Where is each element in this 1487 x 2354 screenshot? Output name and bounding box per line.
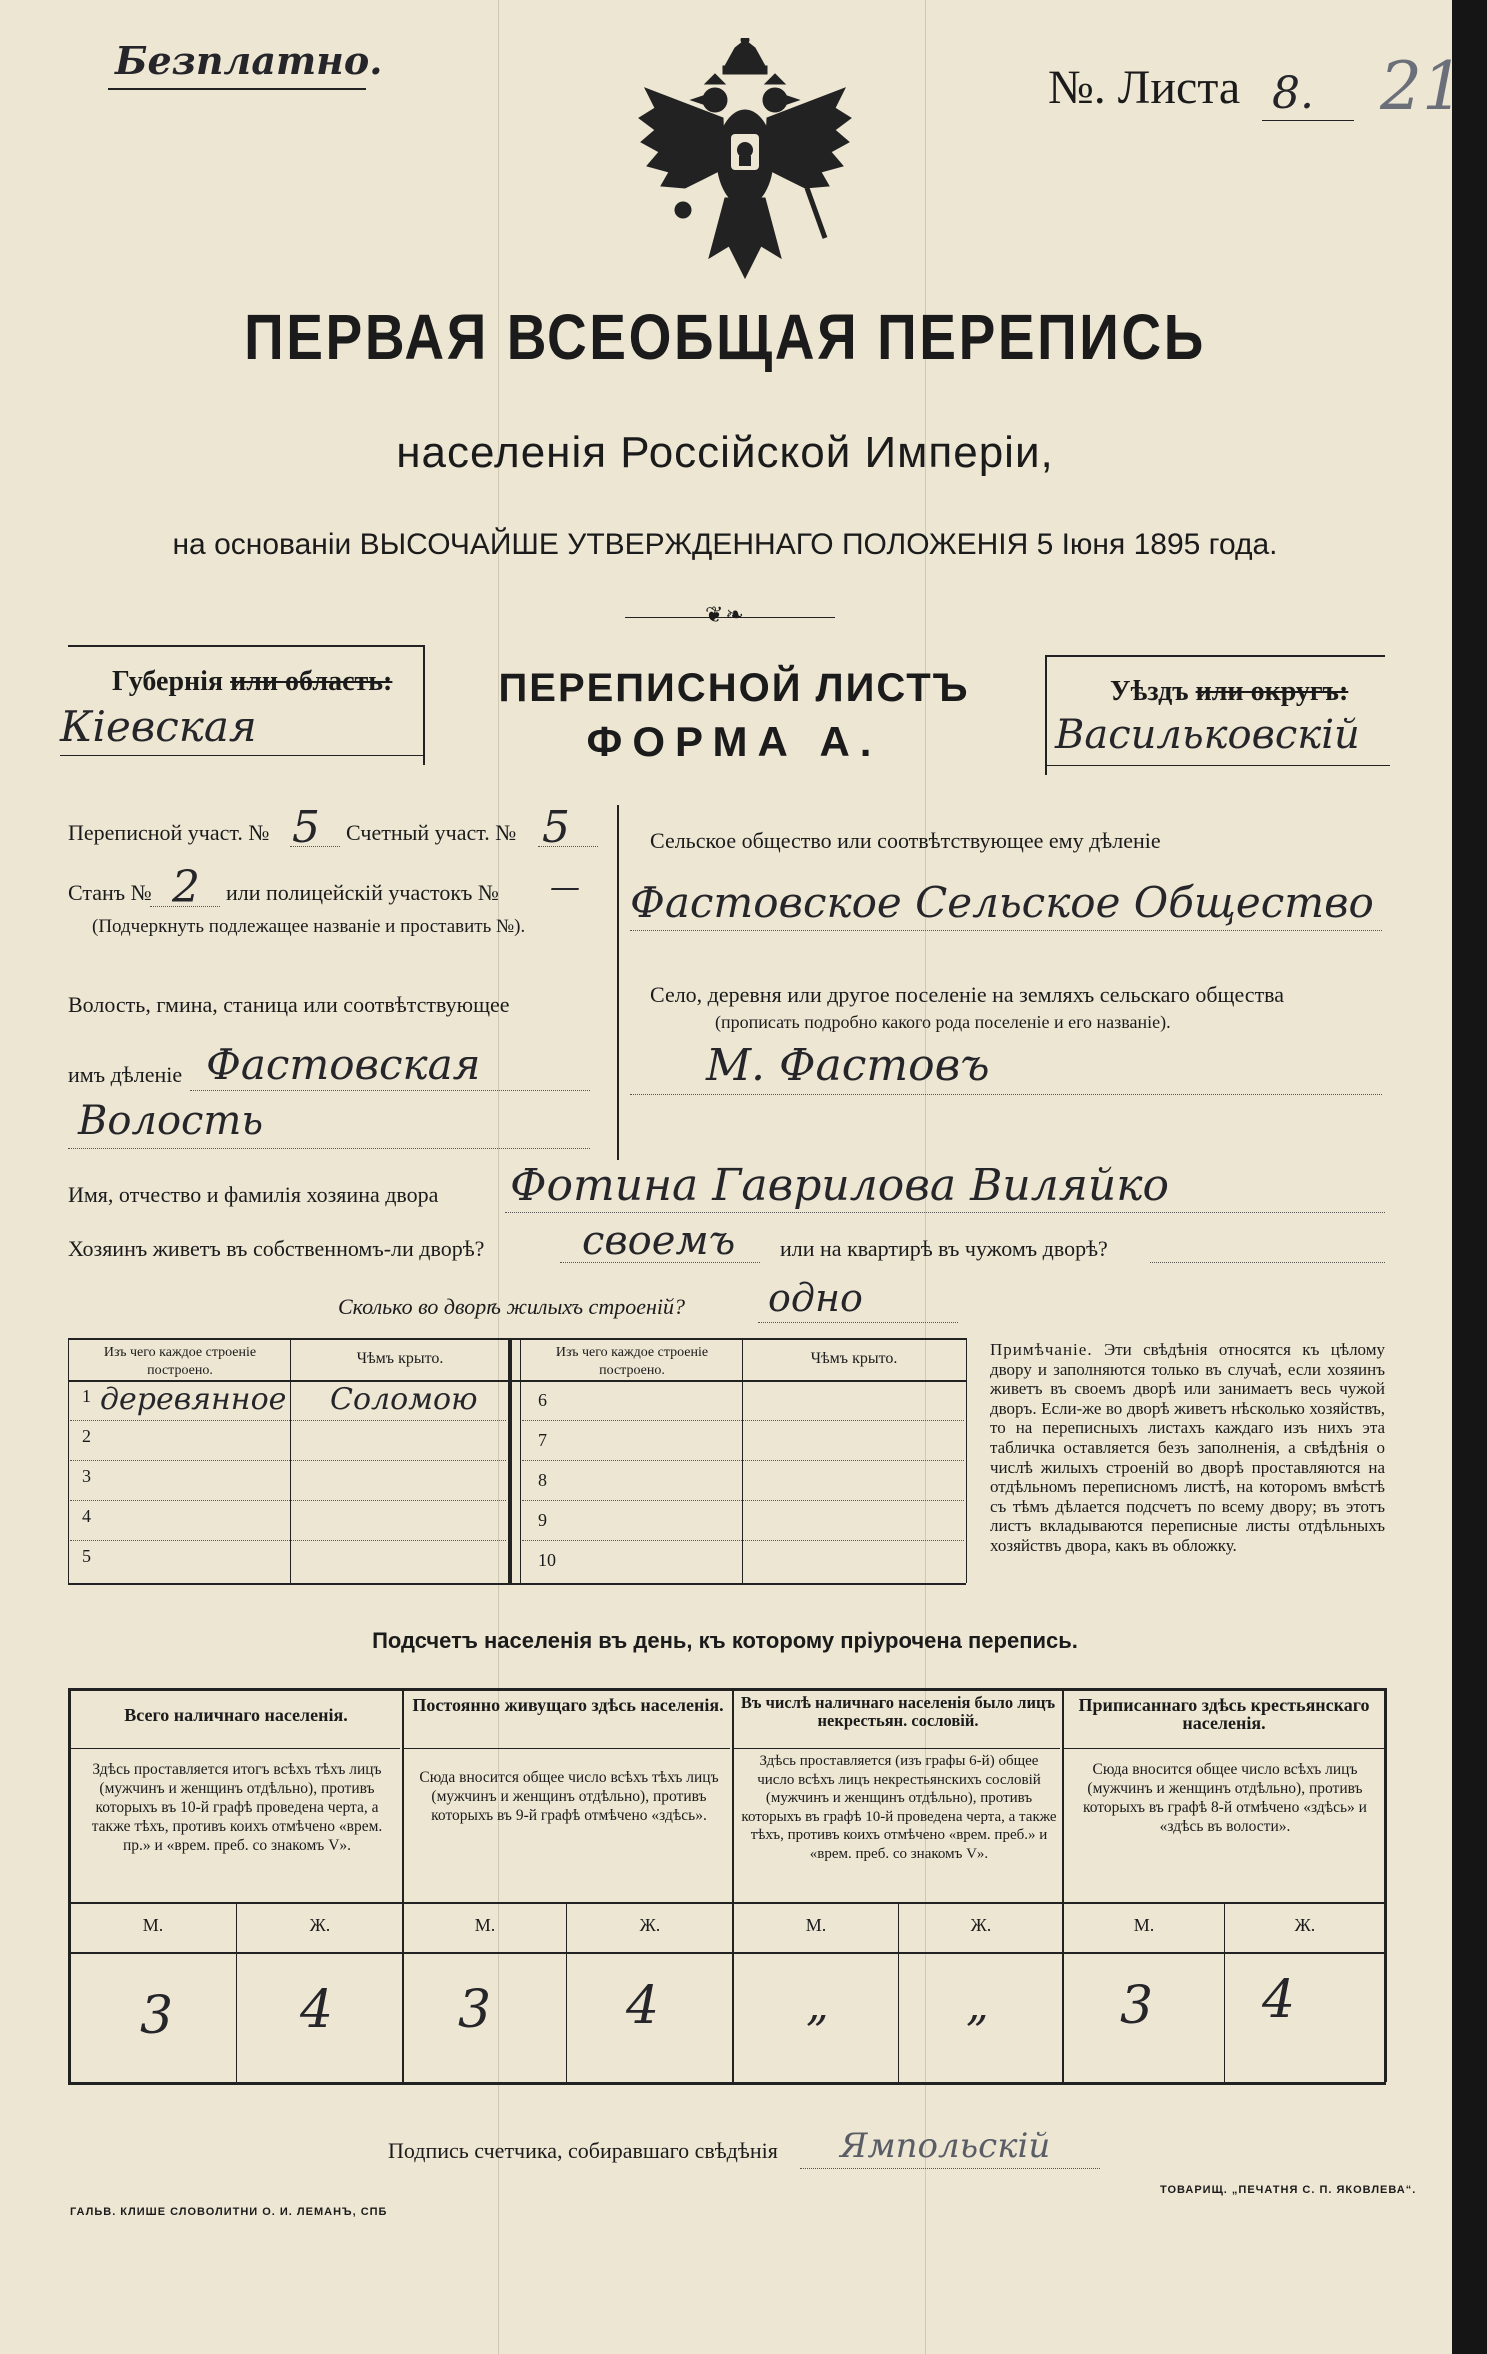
col-header-roof: Чѣмъ крыто. (356, 1350, 444, 1367)
row-number: 8 (538, 1470, 547, 1490)
signature-value: Ямпольскій (840, 2126, 1051, 2166)
row-number: 5 (82, 1546, 91, 1566)
row-material: деревянное (100, 1382, 287, 1417)
note-label: Примѣчаніе. (990, 1340, 1093, 1359)
group-desc: Здѣсь проставляется (изъ графы 6-й) общее число всѣхъ лицъ некрестьянскихъ сословій (мужчинъ и женщинъ отдѣльно), противъ которыхъ въ графѣ 10-й проведена черта, а также тѣхъ, противъ коихъ отмѣчено «врем. преб.» и «врем. преб. со знакомъ V». (741, 1753, 1057, 1862)
group-title: Приписаннаго здѣсь крестьянскаго населенія. (1078, 1695, 1370, 1733)
count-female: 4 (300, 1980, 334, 2040)
male-col-label: М. (474, 1915, 496, 1935)
population-heading: Подсчетъ населенія въ день, къ которому пріурочена перепись. (372, 1628, 1078, 1653)
owner-name-label: Имя, отчество и фамилія хозяина двора (68, 1182, 439, 1207)
female-col-label: Ж. (1294, 1915, 1316, 1935)
owner-lives-label: Хозяинъ живетъ въ собственномъ-ли дворѣ? (68, 1236, 485, 1261)
group-title: Въ числѣ наличнаго населенія было лицъ некрестьян. сословій. (740, 1693, 1056, 1730)
printer-right: ТОВАРИЩ. „ПЕЧАТНЯ С. П. ЯКОВЛЕВА“. (1160, 2184, 1417, 2196)
volost-value-1: Фастовская (206, 1040, 481, 1089)
col-header-material: Изъ чего каждое строеніе построено. (103, 1345, 257, 1378)
row-number: 9 (538, 1510, 547, 1530)
census-district-label: Переписной участ. № (68, 820, 270, 845)
group-desc: Сюда вносится общее число всѣхъ лицъ (мужчинъ и женщинъ отдѣльно), противъ которыхъ въ графѣ 8-й отмѣчено «здѣсь» и «здѣсь въ волости». (1083, 1761, 1367, 1835)
female-col-label: Ж. (639, 1915, 661, 1935)
ornament-divider: ❦❧ (705, 602, 746, 627)
row-number: 4 (82, 1506, 91, 1526)
row-number: 10 (538, 1550, 556, 1570)
group-title: Постоянно живущаго здѣсь населенія. (412, 1695, 724, 1715)
note-text: Эти свѣдѣнія относятся къ цѣлому двору и заполняются только въ случаѣ, если хозяинъ живетъ въ своемъ дворѣ или занимаетъ весь чужой дворъ. Если-же во дворѣ живетъ нѣсколько хозяйствъ, то на переписныхъ листахъ каждаго изъ нихъ эта табличка оставляется безъ заполненія, а свѣдѣнія о числѣ жилыхъ строеній во дворѣ проставляются на отдѣльномъ переписномъ листѣ, на которомъ вмѣстѣ съ тѣмъ дѣлается подсчетъ по всему двору; въ этотъ листъ вкладываются переписные листы отдѣльныхъ хозяйствъ двора, какъ въ обложку. (990, 1340, 1385, 1555)
male-col-label: М. (805, 1915, 827, 1935)
volost-value-2: Волость (78, 1098, 264, 1144)
village-label: Село, деревня или другое поселеніе на земляхъ сельскаго общества (650, 982, 1285, 1007)
stan-value: 2 (172, 862, 200, 913)
owner-name-value: Фотина Гаврилова Виляйко (510, 1160, 1170, 1211)
signature-label: Подпись счетчика, собиравшаго свѣдѣнія (388, 2138, 778, 2163)
form-title: ПЕРЕПИСНОЙ ЛИСТЪ (498, 666, 970, 710)
male-col-label: М. (1133, 1915, 1155, 1935)
printer-left: ГАЛЬВ. КЛИШЕ СЛОВОЛИТНИ О. И. ЛЕМАНЪ, СПБ (70, 2206, 388, 2218)
underline-note: (Подчеркнуть подлежащее названіе и проставить №). (92, 916, 526, 937)
owner-rent-label: или на квартирѣ въ чужомъ дворѣ? (780, 1236, 1108, 1261)
uezd-value: Васильковскій (1055, 712, 1360, 758)
gubernia-label-struck: или область: (230, 666, 393, 697)
decree-basis: на основаніи ВЫСОЧАЙШЕ УТВЕРЖДЕННАГО ПОЛОЖЕНІЯ 5 Іюня 1895 года. (172, 528, 1278, 561)
page-subtitle: населенія Россійской Имперіи, (396, 428, 1054, 477)
note-block (990, 1340, 1385, 1556)
scan-edge (1452, 0, 1487, 2354)
group-desc: Здѣсь проставляется итогъ всѣхъ тѣхъ лицъ (мужчинъ и женщинъ отдѣльно), противъ которыхъ въ 10-й графѣ проведена черта, а также тѣхъ, противъ коихъ отмѣчено «врем. пр.» и «врем. преб. со знакомъ V». (91, 1761, 383, 1854)
row-roof: Соломою (330, 1382, 478, 1417)
village-value: М. Фастовъ (706, 1040, 990, 1091)
free-label: Безплатно. (115, 38, 383, 83)
group-title: Всего наличнаго населенія. (124, 1705, 348, 1725)
col-header-roof-2: Чѣмъ крыто. (810, 1350, 898, 1367)
counting-district-label: Счетный участ. № (346, 820, 517, 845)
uezd-label-struck: или округъ: (1195, 676, 1349, 707)
count-male: 3 (1120, 1976, 1154, 2036)
police-value: — (550, 870, 580, 905)
uezd-label: Уѣздъ (1110, 676, 1189, 707)
female-col-label: Ж. (309, 1915, 331, 1935)
count-female: „ (966, 1980, 989, 2031)
row-number: 7 (538, 1430, 547, 1450)
gubernia-value: Кіевская (60, 702, 257, 751)
male-col-label: М. (142, 1915, 164, 1935)
imperial-eagle-emblem (625, 38, 865, 288)
margin-sheet-number: 21 (1380, 48, 1464, 125)
sheet-number-label: №. Листа (1048, 61, 1241, 114)
census-district-value: 5 (292, 802, 320, 853)
count-female: 4 (1262, 1970, 1296, 2030)
row-number: 2 (82, 1426, 91, 1446)
police-label: или полицейскій участокъ № (226, 880, 499, 905)
stan-label: Станъ № (68, 880, 152, 905)
buildings-count-value: одно (768, 1276, 863, 1320)
sheet-number-value: 8. (1272, 68, 1314, 119)
count-male: „ (806, 1980, 829, 2031)
village-note: (прописать подробно какого рода поселеніе и его названіе). (715, 1012, 1171, 1032)
count-male: 3 (458, 1980, 492, 2040)
row-number: 3 (82, 1466, 91, 1486)
owner-lives-value: своемъ (582, 1218, 736, 1264)
group-desc: Сюда вносится общее число всѣхъ тѣхъ лицъ (мужчинъ и женщинъ отдѣльно), противъ которыхъ въ 9-й графѣ отмѣчено «здѣсь». (419, 1769, 719, 1824)
gubernia-label: Губернія (112, 666, 224, 697)
row-number: 1 (82, 1386, 91, 1406)
counting-district-value: 5 (542, 802, 570, 853)
female-col-label: Ж. (970, 1915, 992, 1935)
row-number: 6 (538, 1390, 547, 1410)
volost-label-1: Волость, гмина, станица или соотвѣтствующее (68, 992, 510, 1017)
col-header-material-2: Изъ чего каждое строеніе построено. (555, 1345, 709, 1378)
count-female: 4 (626, 1976, 660, 2036)
form-name: ФОРМА А. (586, 718, 882, 765)
count-male: 3 (140, 1986, 174, 2046)
volost-label-2: имъ дѣленіе (68, 1062, 183, 1087)
buildings-count-label: Сколько во дворѣ жилыхъ строеній? (338, 1294, 685, 1319)
page-title: ПЕРВАЯ ВСЕОБЩАЯ ПЕРЕПИСЬ (244, 301, 1206, 373)
society-label: Сельское общество или соотвѣтствующее ему дѣленіе (650, 828, 1161, 853)
society-value: Фастовское Сельское Общество (630, 878, 1374, 927)
